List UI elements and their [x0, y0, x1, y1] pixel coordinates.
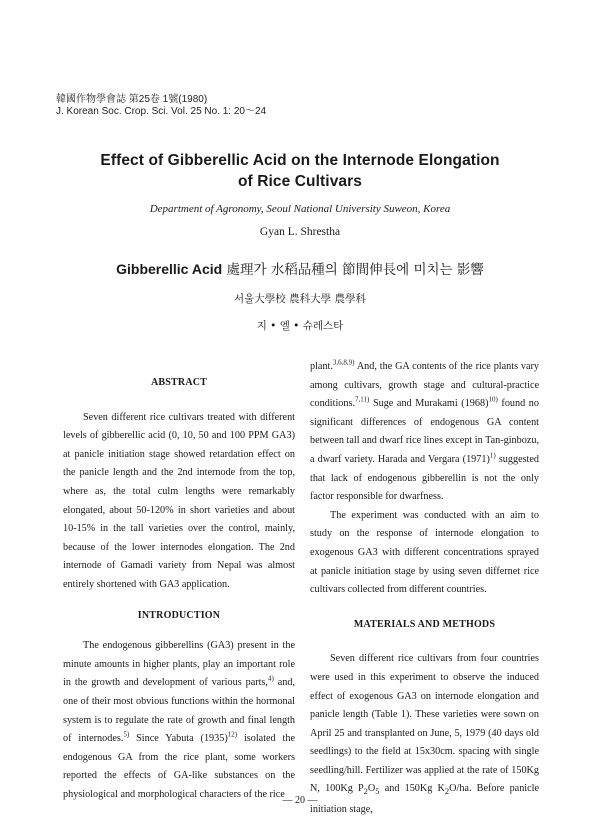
left-column	[63, 374, 295, 804]
paper-title-line-2: of Rice Cultivars	[237, 173, 362, 190]
paper-title-line-1: Effect of Gibberellic Acid on the Internode Elongation	[100, 152, 500, 169]
methods-paragraph: Seven different rice cultivars from four countries were used in this experiment to observe the induced effect of exogenous GA3 on internode elongation and panicle length (Table 1). These varieties were sown on April 25 and transplanted on June, 5, 1979 (40 days old seedlings) to the field at 15x30cm. spacing with single seedling/hill. Fertilizer was applied at the rate of 150Kg N, 100Kg $P_2O_5$ and 150Kg $K_2O/ha$. Before panicle initiation stage,	[310, 653, 539, 816]
korean-title	[0, 258, 600, 278]
abstract-heading: ABSTRACT	[150, 377, 208, 388]
abstract-text: Seven different rice cultivars treated with different levels of gibberellic acid (0, 10, 50 and 100 PPM GA3) at panicle initiation stage showed retardation effect on the panicle length and the 2nd internode from the top, where as, the total culm lengths were remarkably elongated, about 50-120% in short varieties and about 10-15% in the tall varieties over the control, mainly, because of the lower internodes elongation. The 2nd internode of Gamadi variety from Nepal was almost entirely shortened with GA3 application.	[63, 411, 295, 590]
page-number: — 20 —	[282, 795, 318, 806]
korean-affiliation: 서울大學校 農科大學 農學科	[234, 293, 366, 305]
journal-citation	[56, 94, 266, 118]
paper-title	[0, 150, 600, 192]
author: Gyan L. Shrestha	[259, 226, 341, 238]
introduction-paragraph-2: The experiment was conducted with an aim to study on the response of internode elongation to exogenous GA3 with different concentrations sprayed at panicle initiation stage by using seven differnet rice cultivars collected from different countries.	[310, 509, 539, 596]
affiliation: Department of Agronomy, Seoul National University Suweon, Korea	[149, 203, 451, 215]
introduction-paragraph-1: The endogenous gibberellins (GA3) present in the minute amounts in higher plants, play an important role in the growth and development of various parts,$^{4)}$ and, one of their most obvious functions within the hormonal system is to regulate the rate of growth and final length of internodes.$^{5)}$ Since Yabuta $(1935)^{12)}$ isolated the endogenous GA from the rice plant, some workers reported the effects of GA-like substances on the physiological and morphological characters of the rice	[63, 640, 295, 800]
introduction-heading: INTRODUCTION	[137, 609, 221, 621]
methods-heading: MATERIALS AND METHODS	[353, 618, 496, 630]
right-column	[310, 358, 539, 820]
korean-author: 지 • 엘 • 슈레스타	[256, 320, 344, 332]
journal-citation-korean: 韓國作物學會誌 第25卷 1號(1980)	[56, 94, 208, 105]
korean-title-rest: 處理가 水稻品種의 節間伸長에 미치는 影響	[222, 262, 484, 278]
korean-title-latin: Gibberellic Acid	[116, 261, 223, 277]
introduction-paragraph-1-continued: plant.$^{3,6,8,9)}$ And, the GA contents of the rice plants vary among cultivars, growth stage and cultural-practice conditions.$^{7,11)}$ Suge and Murakami $(1968)^{10)}$ found no significant differences of endogenous GA content between tall and dwarf rice lines except in Tan-ginbozu, a dwarf variety. Harada and Vergara $(1971)^{1)}$ suggested that lack of endogenous gibberellin is not the only factor responsible for dwarfness.	[310, 358, 539, 503]
journal-citation-english: J. Korean Soc. Crop. Sci. Vol. 25 No. 1: 20～24	[56, 106, 267, 117]
